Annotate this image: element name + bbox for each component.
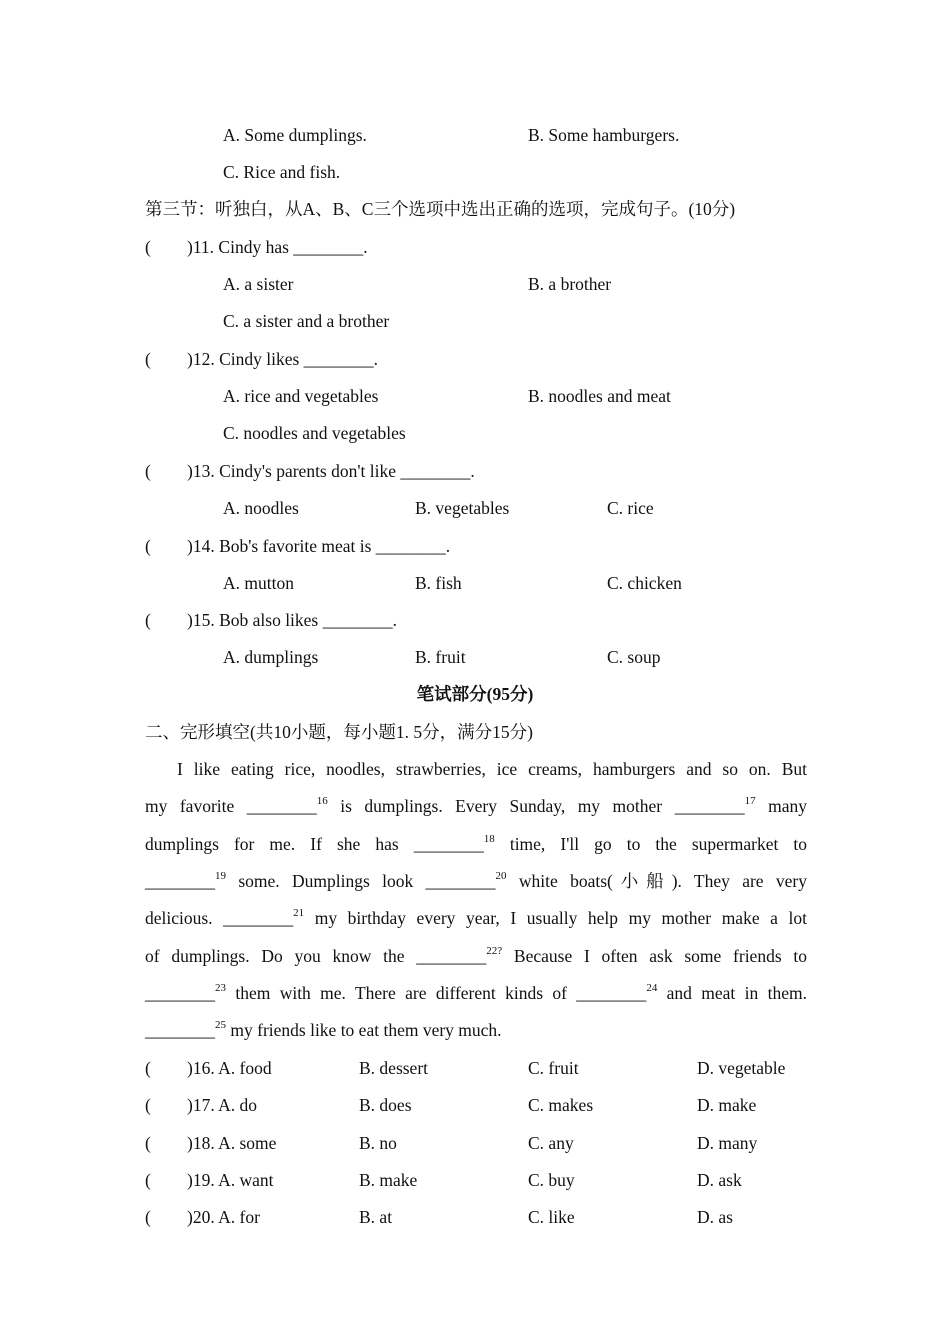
q15-option-a: A. dumplings [223, 647, 319, 667]
q19-option-b: B. make [359, 1170, 418, 1190]
blank-number-21: 21 [293, 907, 305, 919]
blank-number-25: 25 [215, 1019, 226, 1031]
q11-paren: ( [145, 237, 151, 257]
q15-option-c: C. soup [607, 647, 661, 667]
cloze-line-8 [145, 1019, 807, 1041]
cloze-line-1-text: I like eating rice, noodles, strawberries, ice creams, hamburgers and so on. But [177, 759, 807, 779]
cloze-line-1 [177, 758, 807, 780]
q19-paren: ( [145, 1170, 151, 1190]
cloze-line-6 [145, 945, 807, 967]
cloze-line-4-mid: some. Dumplings look ________ [226, 871, 496, 891]
q17-paren: ( [145, 1095, 151, 1115]
q14-option-a: A. mutton [223, 573, 294, 593]
q17-option-d: D. make [697, 1095, 757, 1115]
q18-stem: )18. A. some [187, 1133, 277, 1153]
q18-option-d: D. many [697, 1133, 758, 1153]
q16-paren: ( [145, 1058, 151, 1078]
cloze-line-7-pre: ________ [145, 983, 215, 1003]
q12-stem: )12. Cindy likes ________. [187, 349, 379, 369]
cloze-line-2-pre: my favorite ________ [145, 796, 317, 816]
q12-option-a: A. rice and vegetables [223, 386, 379, 406]
q11-option-b: B. a brother [528, 274, 612, 294]
q19-option-d: D. ask [697, 1170, 742, 1190]
q20-option-d: D. as [697, 1207, 733, 1227]
cloze-line-6-mid: Because I often ask some friends to [502, 946, 807, 966]
cloze-line-5 [145, 907, 807, 929]
q13-option-c: C. rice [607, 498, 654, 518]
q13-stem: )13. Cindy's parents don't like ________. [187, 461, 475, 481]
cloze-line-8-mid: my friends like to eat them very much. [226, 1020, 502, 1040]
q20-stem: )20. A. for [187, 1207, 260, 1227]
blank-number-23: 23 [215, 982, 226, 994]
cloze-line-3-mid: time, I'll go to the supermarket to [494, 834, 807, 854]
blank-number-16: 16 [316, 795, 328, 807]
q18-option-c: C. any [528, 1133, 574, 1153]
cloze-line-7 [145, 982, 807, 1004]
q17-option-c: C. makes [528, 1095, 594, 1115]
cloze-line-3-pre: dumplings for me. If she has ________ [145, 834, 484, 854]
section3-heading: 第三节：听独白，从A、B、C三个选项中选出正确的选项，完成句子。(10分) [145, 199, 736, 219]
q17-option-b: B. does [359, 1095, 412, 1115]
q19-option-c: C. buy [528, 1170, 575, 1190]
option-a-dumplings: A. Some dumplings. [223, 125, 367, 145]
cloze-line-4 [145, 870, 807, 892]
q20-option-b: B. at [359, 1207, 393, 1227]
cloze-line-8-pre: ________ [145, 1020, 215, 1040]
blank-number-17: 17 [744, 795, 756, 807]
written-part-heading: 笔试部分(95分) [416, 684, 534, 704]
cloze-line-5-pre: delicious. ________ [145, 908, 294, 928]
q15-stem: )15. Bob also likes ________. [187, 610, 397, 630]
q13-option-a: A. noodles [223, 498, 299, 518]
cloze-line-2-mid: is dumplings. Every Sunday, my mother ________ [327, 796, 745, 816]
cloze-heading: 二、完形填空(共10小题，每小题1. 5分，满分15分) [145, 722, 533, 742]
option-b-hamburgers: B. Some hamburgers. [528, 125, 680, 145]
q14-stem: )14. Bob's favorite meat is ________. [187, 536, 451, 556]
q13-option-b: B. vegetables [415, 498, 510, 518]
q18-option-b: B. no [359, 1133, 397, 1153]
blank-number-20: 20 [495, 870, 507, 882]
q14-option-c: C. chicken [607, 573, 682, 593]
option-c-rice-fish: C. Rice and fish. [223, 162, 341, 182]
cloze-line-4-pre: ________ [145, 871, 215, 891]
q11-option-a: A. a sister [223, 274, 294, 294]
q13-paren: ( [145, 461, 151, 481]
cloze-line-6-pre: of dumplings. Do you know the ________ [145, 946, 487, 966]
q19-stem: )19. A. want [187, 1170, 274, 1190]
q15-paren: ( [145, 610, 151, 630]
cloze-line-2-post: many [755, 796, 807, 816]
q12-paren: ( [145, 349, 151, 369]
q12-option-b: B. noodles and meat [528, 386, 671, 406]
cloze-line-3 [145, 833, 807, 855]
blank-number-18: 18 [483, 833, 495, 845]
q16-option-b: B. dessert [359, 1058, 429, 1078]
blank-number-19: 19 [215, 870, 226, 882]
q14-paren: ( [145, 536, 151, 556]
q12-option-c: C. noodles and vegetables [223, 423, 406, 443]
q17-stem: )17. A. do [187, 1095, 257, 1115]
q20-option-c: C. like [528, 1207, 575, 1227]
q14-option-b: B. fish [415, 573, 462, 593]
q16-stem: )16. A. food [187, 1058, 272, 1078]
blank-number-22: 22? [486, 945, 503, 957]
q16-option-d: D. vegetable [697, 1058, 786, 1078]
cloze-line-2 [145, 795, 807, 817]
cloze-line-5-mid: my birthday every year, I usually help my mother make a lot [304, 908, 807, 928]
q15-option-b: B. fruit [415, 647, 466, 667]
q11-stem: )11. Cindy has ________. [187, 237, 368, 257]
blank-number-24: 24 [646, 982, 658, 994]
cloze-line-4-post: white boats(小船). They are very [506, 871, 807, 891]
q18-paren: ( [145, 1133, 151, 1153]
cloze-line-7-mid: them with me. There are different kinds of ________ [226, 983, 647, 1003]
cloze-line-7-post: and meat in them. [657, 983, 807, 1003]
q16-option-c: C. fruit [528, 1058, 579, 1078]
q11-option-c: C. a sister and a brother [223, 311, 390, 331]
q20-paren: ( [145, 1207, 151, 1227]
